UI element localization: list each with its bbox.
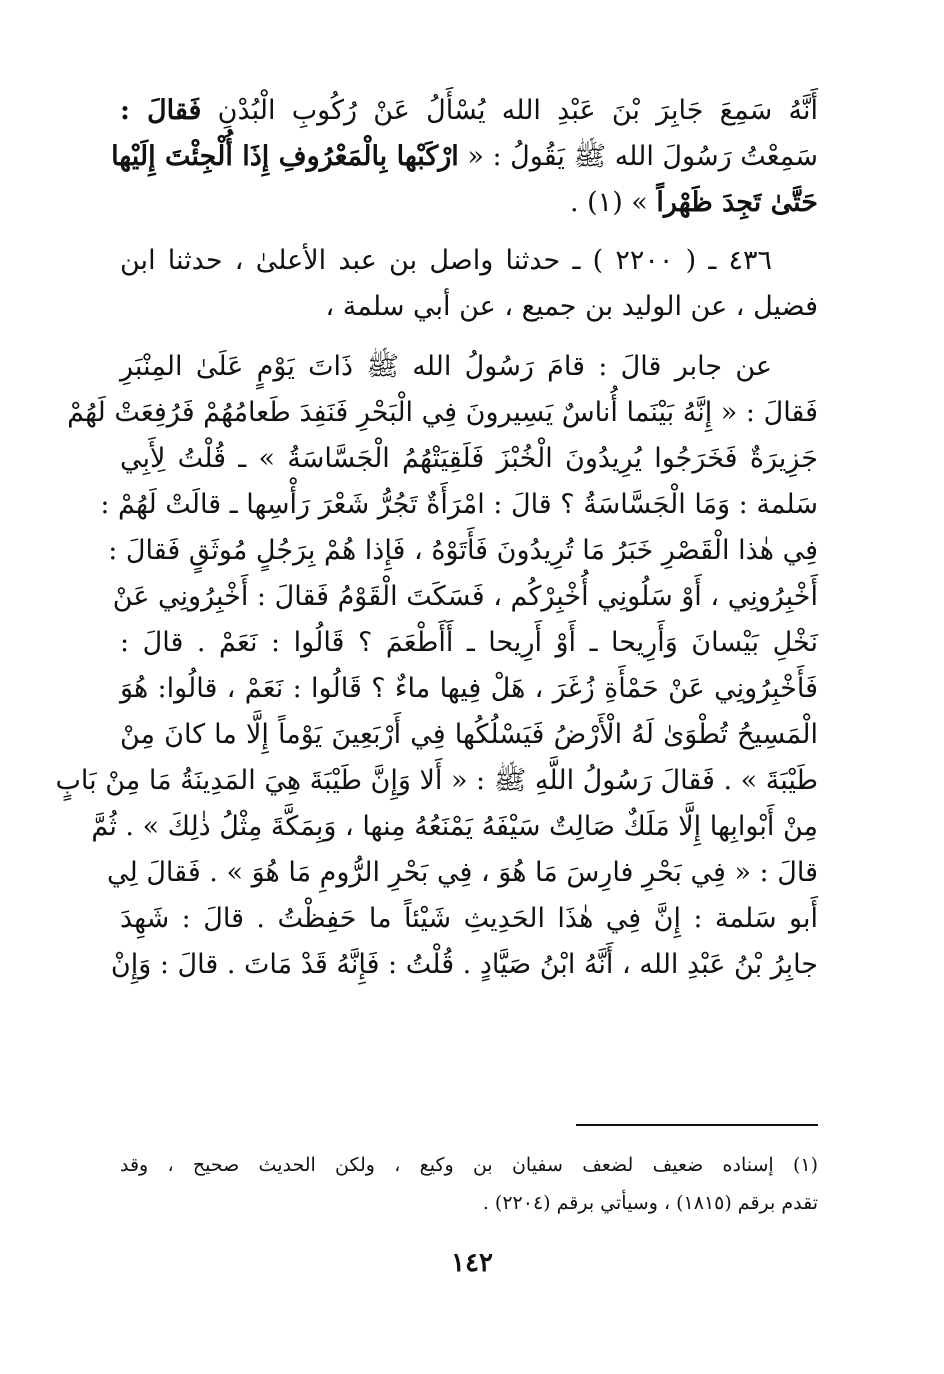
text-line: مِنْ أَبْوابِها إِلَّا مَلَكٌ صَالِتٌ سَيْفَهُ يَمْنَعُهُ مِنها ، وَبِمَكَّةَ مِثْلُ ذٰلِكَ » . ثُمَّ [91, 811, 818, 842]
text-line: سَلمة : وَمَا الْجَسَّاسَةُ ؟ قالَ : امْرَأَةٌ تَجُرُّ شَعْرَ رَأْسِها ـ قالَتْ لَهُمْ : [100, 489, 818, 520]
text-line: جَزِيرَةٌ فَخَرَجُوا يُرِيدُونَ الْخُبْزَ فَلَقِيَتْهُمُ الْجَسَّاسَةُ » ـ قُلْتُ لِأَبِي [120, 443, 818, 474]
page-body [55, 88, 818, 988]
text-line: فضيل ، عن الوليد بن جميع ، عن أبي سلمة ، [325, 291, 818, 322]
footnote-divider [576, 1124, 818, 1126]
paragraph-hadith-436-isnad [120, 238, 818, 330]
footnote-line: (١) إسناده ضعيف لضعف سفيان بن وكيع ، ولكن الحديث صحيح ، وقد [120, 1154, 818, 1176]
footnote-line: تقدم برقم (١٨١٥) ، وسيأتي برقم (٢٢٠٤) . [482, 1192, 818, 1214]
text-line: طَيْبَةَ » . فَقالَ رَسُولُ اللَّهِ ﷺ : « أَلا وَإِنَّ طَيْبَةَ هِيَ المَدِينَةُ مَا مِنْ بَابٍ [55, 765, 818, 796]
paragraph-hadith-435-end [111, 88, 818, 226]
text-line: أَبو سَلمة : إِنَّ فِي هٰذَا الحَدِيثِ شَيْئاً ما حَفِظْتُ . قالَ : شَهِدَ [120, 903, 818, 934]
paragraph-hadith-436-matn [55, 344, 818, 988]
text-line: أَنَّهُ سَمِعَ جَابِرَ بْنَ عَبْدِ الله يُسْأَلُ عَنْ رُكُوبِ الْبُدْنِ فَقالَ : [120, 95, 818, 126]
text-line: عن جابر قالَ : قامَ رَسُولُ الله ﷺ ذَاتَ يَوْمٍ عَلَىٰ المِنْبَرِ [120, 351, 772, 382]
text-line: فَقالَ : « إِنَّهُ بَيْنَما أُناسٌ يَسِيرونَ فِي الْبَحْرِ فَنَفِدَ طَعامُهُمْ فَرُفِعَتْ لَهُمْ [67, 397, 818, 428]
text-line: الْمَسِيحُ تُطْوَىٰ لَهُ الْأَرْضُ فَيَسْلُكُها فِي أَرْبَعِينَ يَوْماً إِلَّا ما كانَ مِنْ [120, 719, 818, 750]
text-line: فَأَخْبِرُونِي عَنْ حَمْأَةِ زُغَرَ ، هَلْ فِيها ماءٌ ؟ قَالُوا : نَعَمْ ، قالُوا: هُوَ [120, 673, 818, 704]
text-line: حَتَّىٰ تَجِدَ ظَهْراً » (١) . [569, 187, 818, 218]
text-line: جابِرُ بْنُ عَبْدِ الله ، أَنَّهُ ابْنُ صَيَّادٍ . قُلْتُ : فَإِنَّهُ قَدْ مَاتَ . قالَ : وَإِنْ [110, 949, 818, 980]
text-line: فِي هٰذا الْقَصْرِ خَبَرُ مَا تُرِيدُونَ فَأَتَوْهُ ، فَإِذا هُمْ بِرَجُلٍ مُوثَقٍ فَقالَ : [108, 535, 818, 566]
text-line: ٤٣٦ ـ ( ٢٢٠٠ ) ـ حدثنا واصل بن عبد الأعلىٰ ، حدثنا ابن [120, 245, 772, 276]
text-line: قالَ : « فِي بَحْرِ فارِسَ مَا هُوَ ، فِي بَحْرِ الرُّومِ مَا هُوَ » . فَقالَ لِي [107, 857, 818, 888]
text-line: أَخْبِرُونِي ، أَوْ سَلُونِي أُخْبِرْكُم ، فَسَكَتَ الْقَوْمُ فَقالَ : أَخْبِرُونِي عَنْ [112, 581, 818, 612]
footnotes [120, 1146, 818, 1222]
text-line: سَمِعْتُ رَسُولَ الله ﷺ يَقُولُ : « ارْكَبْها بِالْمَعْرُوفِ إِذَا أُلْجِئْتَ إِلَيْها [111, 141, 818, 172]
text-line: نَخْلِ بَيْسانَ وَأَرِيحا ـ أَوْ أَرِيحا ـ أَأَطْعَمَ ؟ قَالُوا : نَعَمْ . قالَ : [120, 627, 818, 658]
page-number: ١٤٢ [451, 1248, 493, 1278]
